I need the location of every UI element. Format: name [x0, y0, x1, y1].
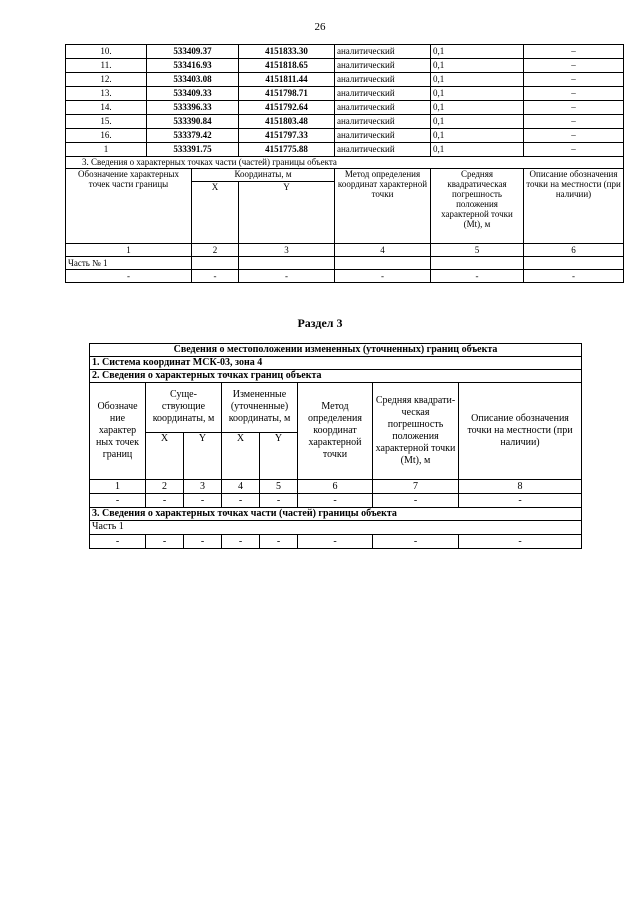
method: аналитический: [335, 73, 431, 87]
header-description: Описание обозначения точки на местности (при наличии): [524, 169, 624, 244]
column-number: 6: [524, 244, 624, 257]
coordinate-system: 1. Система координат МСК-03, зона 4: [90, 357, 582, 370]
column-number: 4: [335, 244, 431, 257]
empty-cell: -: [431, 270, 524, 283]
method: аналитический: [335, 129, 431, 143]
parts-heading: 3. Сведения о характерных точках части (частей) границы объекта: [90, 508, 582, 521]
empty-cell: -: [459, 535, 582, 549]
y-coordinate: 4151833.30: [239, 45, 335, 59]
description: –: [524, 115, 624, 129]
point-number: 16.: [66, 129, 147, 143]
empty-cell: -: [184, 494, 222, 508]
method: аналитический: [335, 59, 431, 73]
y-coordinate: 4151798.71: [239, 87, 335, 101]
table-title: Сведения о местоположении измененных (уточненных) границ объекта: [90, 344, 582, 357]
point-number: 12.: [66, 73, 147, 87]
header-x: X: [192, 182, 239, 244]
empty-cell: -: [239, 270, 335, 283]
x-coordinate: 533416.93: [147, 59, 239, 73]
table-row: [66, 101, 624, 115]
x-coordinate: 533396.33: [147, 101, 239, 115]
error: 0,1: [431, 59, 524, 73]
table-row: [66, 143, 624, 157]
header-designation: Обозначе ние характер ных точек границ: [90, 383, 146, 480]
column-number: 4: [222, 480, 260, 494]
points-heading: 2. Сведения о характерных точках границ объекта: [90, 370, 582, 383]
x-coordinate: 533379.42: [147, 129, 239, 143]
header-changed-coords: Измененные (уточненные) координаты, м: [222, 383, 298, 433]
empty-cell: -: [260, 494, 298, 508]
description: –: [524, 59, 624, 73]
x-coordinate: 533409.37: [147, 45, 239, 59]
x-coordinate: 533409.33: [147, 87, 239, 101]
empty-cell: -: [260, 535, 298, 549]
header-y: Y: [184, 432, 222, 480]
error: 0,1: [431, 143, 524, 157]
method: аналитический: [335, 101, 431, 115]
column-number: 5: [260, 480, 298, 494]
empty-cell: -: [298, 535, 373, 549]
empty-cell: -: [298, 494, 373, 508]
column-number: 5: [431, 244, 524, 257]
header-x: X: [222, 432, 260, 480]
point-number: 10.: [66, 45, 147, 59]
section-note: 3. Сведения о характерных точках части (частей) границы объекта: [66, 157, 624, 169]
error: 0,1: [431, 73, 524, 87]
error: 0,1: [431, 115, 524, 129]
header-method: Метод определения координат характерной точки: [335, 169, 431, 244]
method: аналитический: [335, 143, 431, 157]
column-number: 3: [184, 480, 222, 494]
empty-cell: -: [222, 494, 260, 508]
x-coordinate: 533403.08: [147, 73, 239, 87]
empty-cell: -: [90, 494, 146, 508]
column-number: 3: [239, 244, 335, 257]
header-error: Средняя квадратическая погрешность положения характерной точки (Mt), м: [431, 169, 524, 244]
header-x: X: [146, 432, 184, 480]
y-coordinate: 4151797.33: [239, 129, 335, 143]
page-number: 26: [314, 21, 326, 33]
empty-cell: -: [90, 535, 146, 549]
point-number: 11.: [66, 59, 147, 73]
description: –: [524, 129, 624, 143]
header-designation: Обозначение характерных точек части границы: [66, 169, 192, 244]
y-coordinate: 4151792.64: [239, 101, 335, 115]
empty-cell: -: [146, 535, 184, 549]
y-coordinate: 4151803.48: [239, 115, 335, 129]
point-number: 15.: [66, 115, 147, 129]
empty-cell: -: [459, 494, 582, 508]
column-number: 8: [459, 480, 582, 494]
method: аналитический: [335, 45, 431, 59]
column-number: 2: [146, 480, 184, 494]
header-coordinates: Координаты, м: [192, 169, 335, 182]
method: аналитический: [335, 115, 431, 129]
table-row: [66, 59, 624, 73]
empty-cell: -: [222, 535, 260, 549]
column-number: 1: [66, 244, 192, 257]
x-coordinate: 533391.75: [147, 143, 239, 157]
header-existing-coords: Суще- ствующие координаты, м: [146, 383, 222, 433]
point-number: 13.: [66, 87, 147, 101]
column-number: 7: [373, 480, 459, 494]
description: –: [524, 73, 624, 87]
point-number: 1: [66, 143, 147, 157]
boundary-points-table: [65, 44, 624, 283]
header-y: Y: [260, 432, 298, 480]
column-number: 6: [298, 480, 373, 494]
error: 0,1: [431, 45, 524, 59]
changed-boundaries-table: [89, 343, 582, 549]
table-row: [66, 73, 624, 87]
header-description: Описание обозначения точки на местности (при наличии): [459, 383, 582, 480]
y-coordinate: 4151775.88: [239, 143, 335, 157]
error: 0,1: [431, 87, 524, 101]
table-row: [66, 115, 624, 129]
error: 0,1: [431, 101, 524, 115]
section-title: Раздел 3: [297, 316, 343, 330]
empty-cell: -: [524, 270, 624, 283]
empty-cell: -: [146, 494, 184, 508]
header-error: Средняя квадрати- ческая погрешность положения характерной точки (Mt), м: [373, 383, 459, 480]
description: –: [524, 101, 624, 115]
x-coordinate: 533390.84: [147, 115, 239, 129]
empty-cell: -: [184, 535, 222, 549]
table-row: [66, 45, 624, 59]
column-number: 1: [90, 480, 146, 494]
empty-cell: -: [373, 535, 459, 549]
header-y: Y: [239, 182, 335, 244]
description: –: [524, 45, 624, 59]
point-number: 14.: [66, 101, 147, 115]
description: –: [524, 143, 624, 157]
table-row: [66, 87, 624, 101]
part-label: Часть 1: [90, 521, 582, 535]
empty-cell: -: [373, 494, 459, 508]
method: аналитический: [335, 87, 431, 101]
error: 0,1: [431, 129, 524, 143]
header-method: Метод определения координат характерной точки: [298, 383, 373, 480]
table-row: [66, 129, 624, 143]
empty-cell: -: [192, 270, 239, 283]
part-label: Часть № 1: [66, 257, 192, 270]
description: –: [524, 87, 624, 101]
y-coordinate: 4151818.65: [239, 59, 335, 73]
empty-cell: -: [66, 270, 192, 283]
y-coordinate: 4151811.44: [239, 73, 335, 87]
empty-cell: -: [335, 270, 431, 283]
column-number: 2: [192, 244, 239, 257]
